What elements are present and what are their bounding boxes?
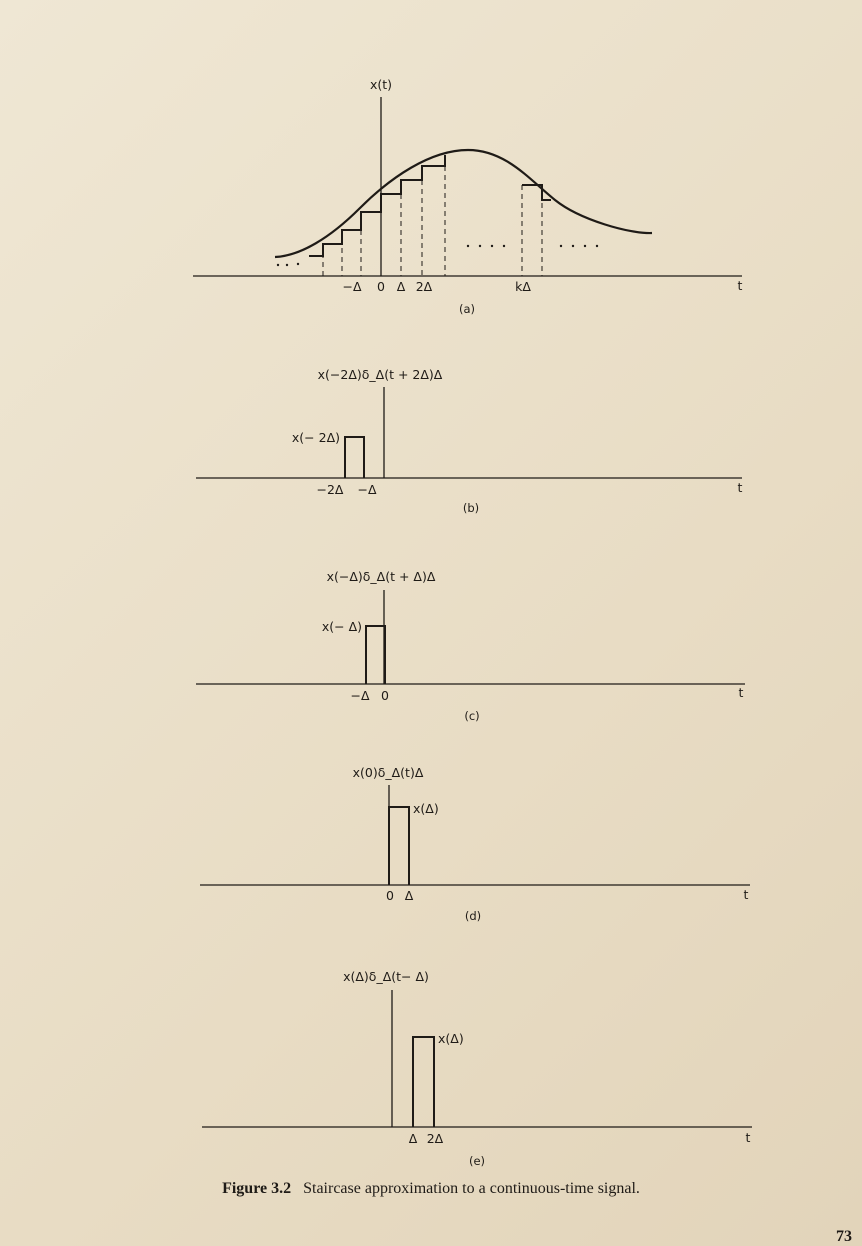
panel-b-pulse-label: x(− 2Δ): [291, 430, 340, 445]
panel-a-tick-labels: [342, 279, 531, 294]
panel-a: [193, 97, 742, 276]
panel-b-ylabel: x(−2Δ)δ_Δ(t + 2Δ)Δ: [317, 367, 443, 382]
panel-e-caption: (e): [468, 1154, 486, 1168]
panel-e-pulse-label: x(Δ): [438, 1031, 464, 1046]
panel-d-xlabel: t: [743, 887, 749, 902]
panel-a-staircase: [309, 155, 445, 256]
tick-label: 0: [386, 888, 394, 903]
panel-a-dashed-lines: [323, 166, 542, 276]
tick-label: 2Δ: [415, 279, 433, 294]
tick-label: 2Δ: [426, 1131, 444, 1146]
panel-b: [196, 387, 742, 478]
panel-c-caption: (c): [464, 709, 480, 723]
tick-label: Δ: [408, 1131, 418, 1146]
tick-label: 0: [381, 688, 389, 703]
panel-c: [196, 590, 745, 684]
panel-e-xlabel: t: [745, 1130, 751, 1145]
panel-a-xlabel: t: [737, 278, 743, 293]
panel-d-ylabel: x(0)δ_Δ(t)Δ: [352, 765, 424, 780]
panel-c-ylabel: x(−Δ)δ_Δ(t + Δ)Δ: [326, 569, 436, 584]
panel-e-ylabel: x(Δ)δ_Δ(t− Δ): [343, 969, 429, 984]
figure-caption: [0, 1180, 862, 1198]
tick-label: −Δ: [357, 482, 377, 497]
panel-c-pulse-label: x(− Δ): [321, 619, 362, 634]
panel-e-pulse: [413, 1037, 434, 1127]
figure-caption-number: Figure 3.2: [222, 1180, 292, 1197]
panel-b-caption: (b): [462, 501, 480, 515]
tick-label: −2Δ: [316, 482, 344, 497]
panel-b-xlabel: t: [737, 480, 743, 495]
tick-label: Δ: [396, 279, 406, 294]
page-number: 73: [836, 1228, 852, 1245]
panel-d-caption: (d): [464, 909, 482, 923]
panel-c-pulse: [366, 626, 385, 684]
tick-label: −Δ: [350, 688, 370, 703]
panel-a-ylabel: x(t): [369, 77, 393, 92]
panel-d-pulse: [389, 807, 409, 885]
panel-e: [202, 990, 752, 1127]
panel-c-xlabel: t: [738, 685, 744, 700]
panel-a-continuous-signal: [275, 150, 652, 257]
tick-label: 0: [377, 279, 385, 294]
panel-d: [200, 785, 750, 885]
panel-a-ellipsis-dots: [277, 245, 598, 266]
tick-label: Δ: [404, 888, 414, 903]
panel-a-caption: (a): [458, 302, 476, 316]
panel-d-pulse-label: x(Δ): [413, 801, 439, 816]
panel-b-pulse: [345, 437, 364, 478]
tick-label: −Δ: [342, 279, 362, 294]
figure-caption-text: Staircase approximation to a continuous-time signal.: [303, 1180, 640, 1197]
tick-label: kΔ: [515, 279, 531, 294]
